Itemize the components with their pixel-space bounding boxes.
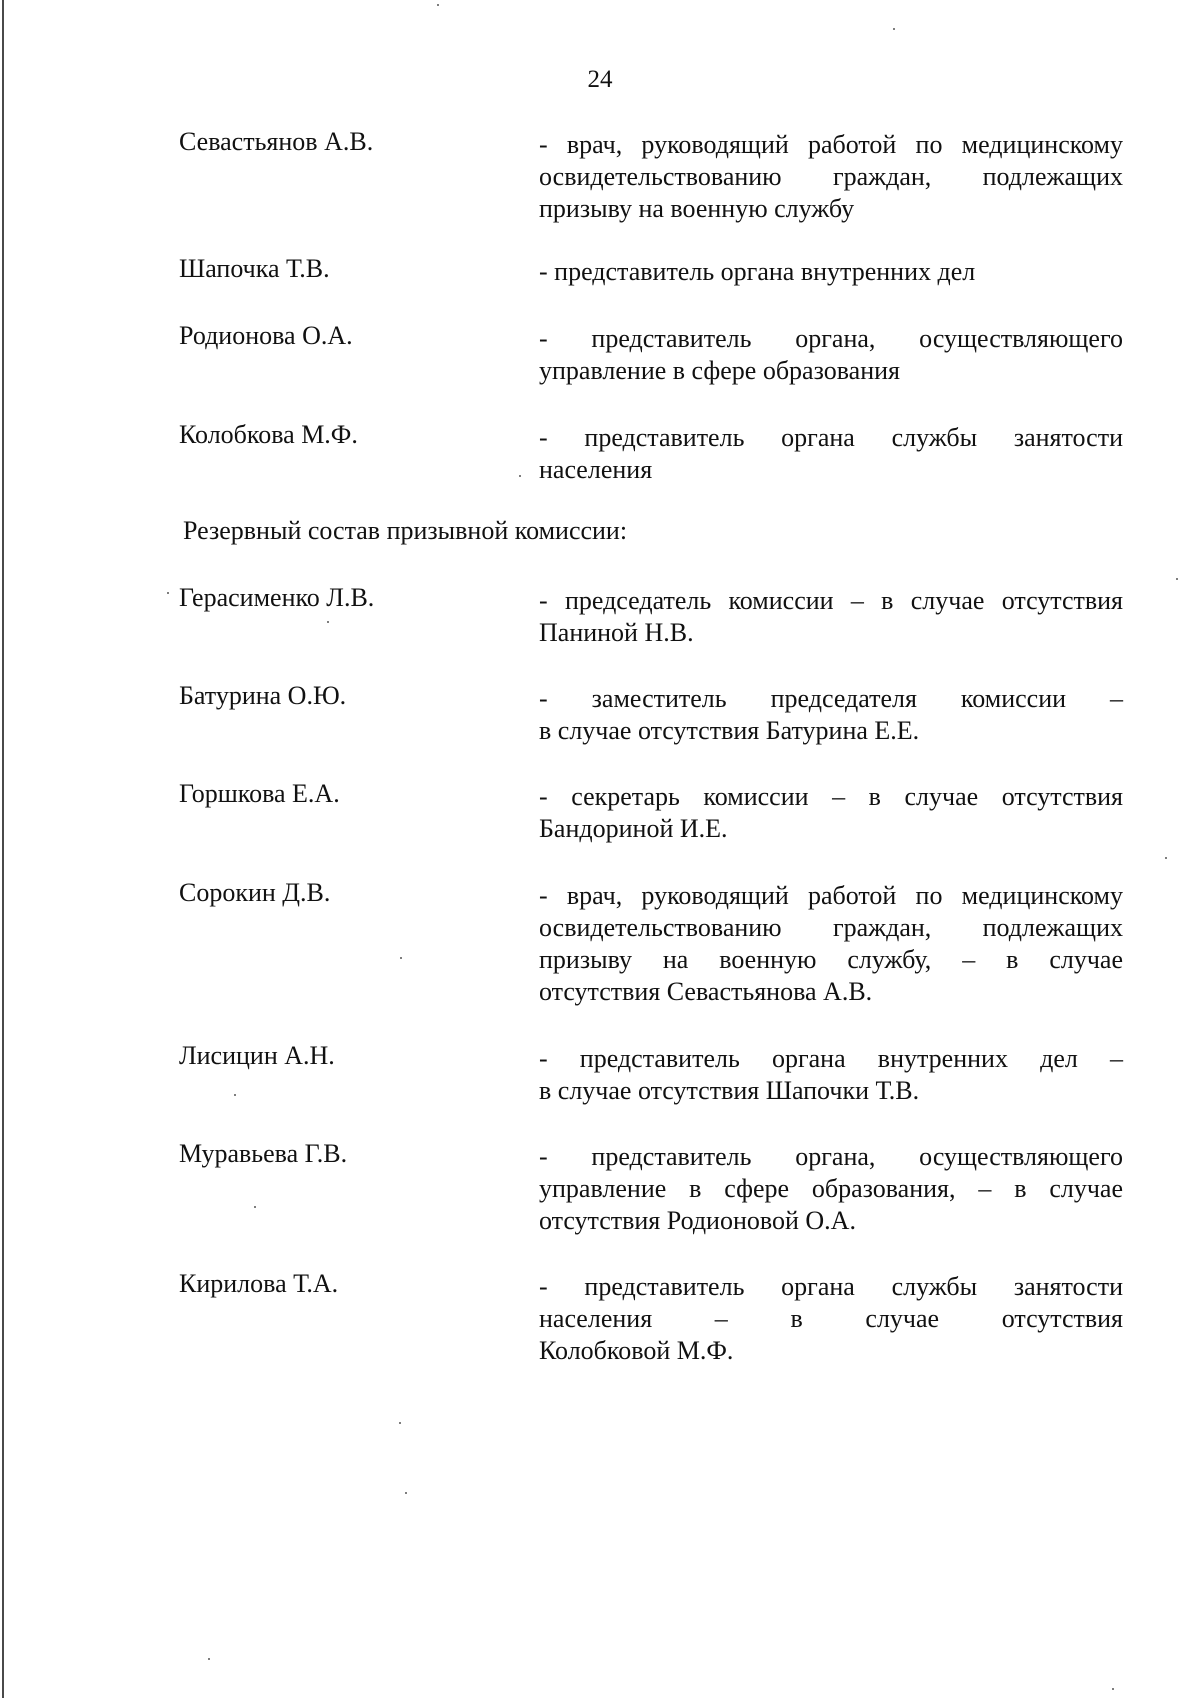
scan-speck <box>893 28 895 30</box>
role-line: освидетельствованию граждан, подлежащих <box>539 913 1123 942</box>
role-line: - представитель органа, осуществляющего <box>539 1142 1123 1171</box>
member-role <box>539 1141 1123 1237</box>
scan-speck <box>1176 578 1178 580</box>
role-line: Колобковой М.Ф. <box>539 1336 734 1365</box>
role-line: населения <box>539 455 653 484</box>
scan-speck <box>405 1492 407 1494</box>
member-name: Герасименко Л.В. <box>179 583 375 612</box>
member-name: Шапочка Т.В. <box>179 254 330 283</box>
role-line: - врач, руководящий работой по медицинскому <box>539 881 1123 910</box>
role-line: - врач, руководящий работой по медицинскому <box>539 130 1123 159</box>
scan-edge-line <box>2 0 4 1698</box>
scan-speck <box>1165 857 1167 859</box>
member-name: Горшкова Е.А. <box>179 779 340 808</box>
page-number: 24 <box>587 66 613 93</box>
member-name: Колобкова М.Ф. <box>179 420 358 449</box>
role-line: - председатель комиссии – в случае отсутствия <box>539 586 1123 615</box>
role-line: отсутствия Родионовой О.А. <box>539 1206 856 1235</box>
member-name: Лисицин А.Н. <box>179 1041 335 1070</box>
role-line: - представитель органа службы занятости <box>539 1272 1123 1301</box>
scan-speck <box>167 592 169 594</box>
scan-speck <box>327 621 329 623</box>
scan-speck <box>254 1206 256 1208</box>
role-line: освидетельствованию граждан, подлежащих <box>539 162 1123 191</box>
member-role <box>539 256 1123 288</box>
role-line: - заместитель председателя комиссии – <box>539 684 1123 713</box>
member-role <box>539 323 1123 387</box>
member-name: Севастьянов А.В. <box>179 127 374 156</box>
role-line: управление в сфере образования <box>539 356 900 385</box>
scan-speck <box>519 475 521 477</box>
scan-speck <box>399 1422 401 1424</box>
role-line: Паниной Н.В. <box>539 618 694 647</box>
member-role <box>539 1043 1123 1107</box>
role-line: призыву на военную службу, – в случае <box>539 945 1123 974</box>
role-line: - представитель органа внутренних дел <box>539 257 976 286</box>
member-role <box>539 880 1123 1008</box>
scan-speck <box>234 1094 236 1096</box>
scan-speck <box>1112 1688 1114 1690</box>
role-line: - секретарь комиссии – в случае отсутствия <box>539 782 1123 811</box>
member-name: Сорокин Д.В. <box>179 878 331 907</box>
role-line: - представитель органа, осуществляющего <box>539 324 1123 353</box>
member-role <box>539 1271 1123 1367</box>
role-line: в случае отсутствия Батурина Е.Е. <box>539 716 920 745</box>
member-role <box>539 129 1123 225</box>
role-line: в случае отсутствия Шапочки Т.В. <box>539 1076 920 1105</box>
member-name: Батурина О.Ю. <box>179 681 347 710</box>
scan-speck <box>400 957 402 959</box>
role-line: Бандориной И.Е. <box>539 814 728 843</box>
reserve-heading: Резервный состав призывной комиссии: <box>183 516 628 545</box>
role-line: - представитель органа внутренних дел – <box>539 1044 1123 1073</box>
scan-speck <box>208 1658 210 1660</box>
role-line: управление в сфере образования, – в случае <box>539 1174 1123 1203</box>
member-role <box>539 781 1123 845</box>
role-line: населения – в случае отсутствия <box>539 1304 1123 1333</box>
role-line: призыву на военную службу <box>539 194 855 223</box>
member-role <box>539 683 1123 747</box>
member-role <box>539 422 1123 486</box>
member-role <box>539 585 1123 649</box>
scan-speck <box>437 4 439 6</box>
member-name: Муравьева Г.В. <box>179 1139 348 1168</box>
member-name: Родионова О.А. <box>179 321 353 350</box>
role-line: - представитель органа службы занятости <box>539 423 1123 452</box>
role-line: отсутствия Севастьянова А.В. <box>539 977 873 1006</box>
member-name: Кирилова Т.А. <box>179 1269 339 1298</box>
